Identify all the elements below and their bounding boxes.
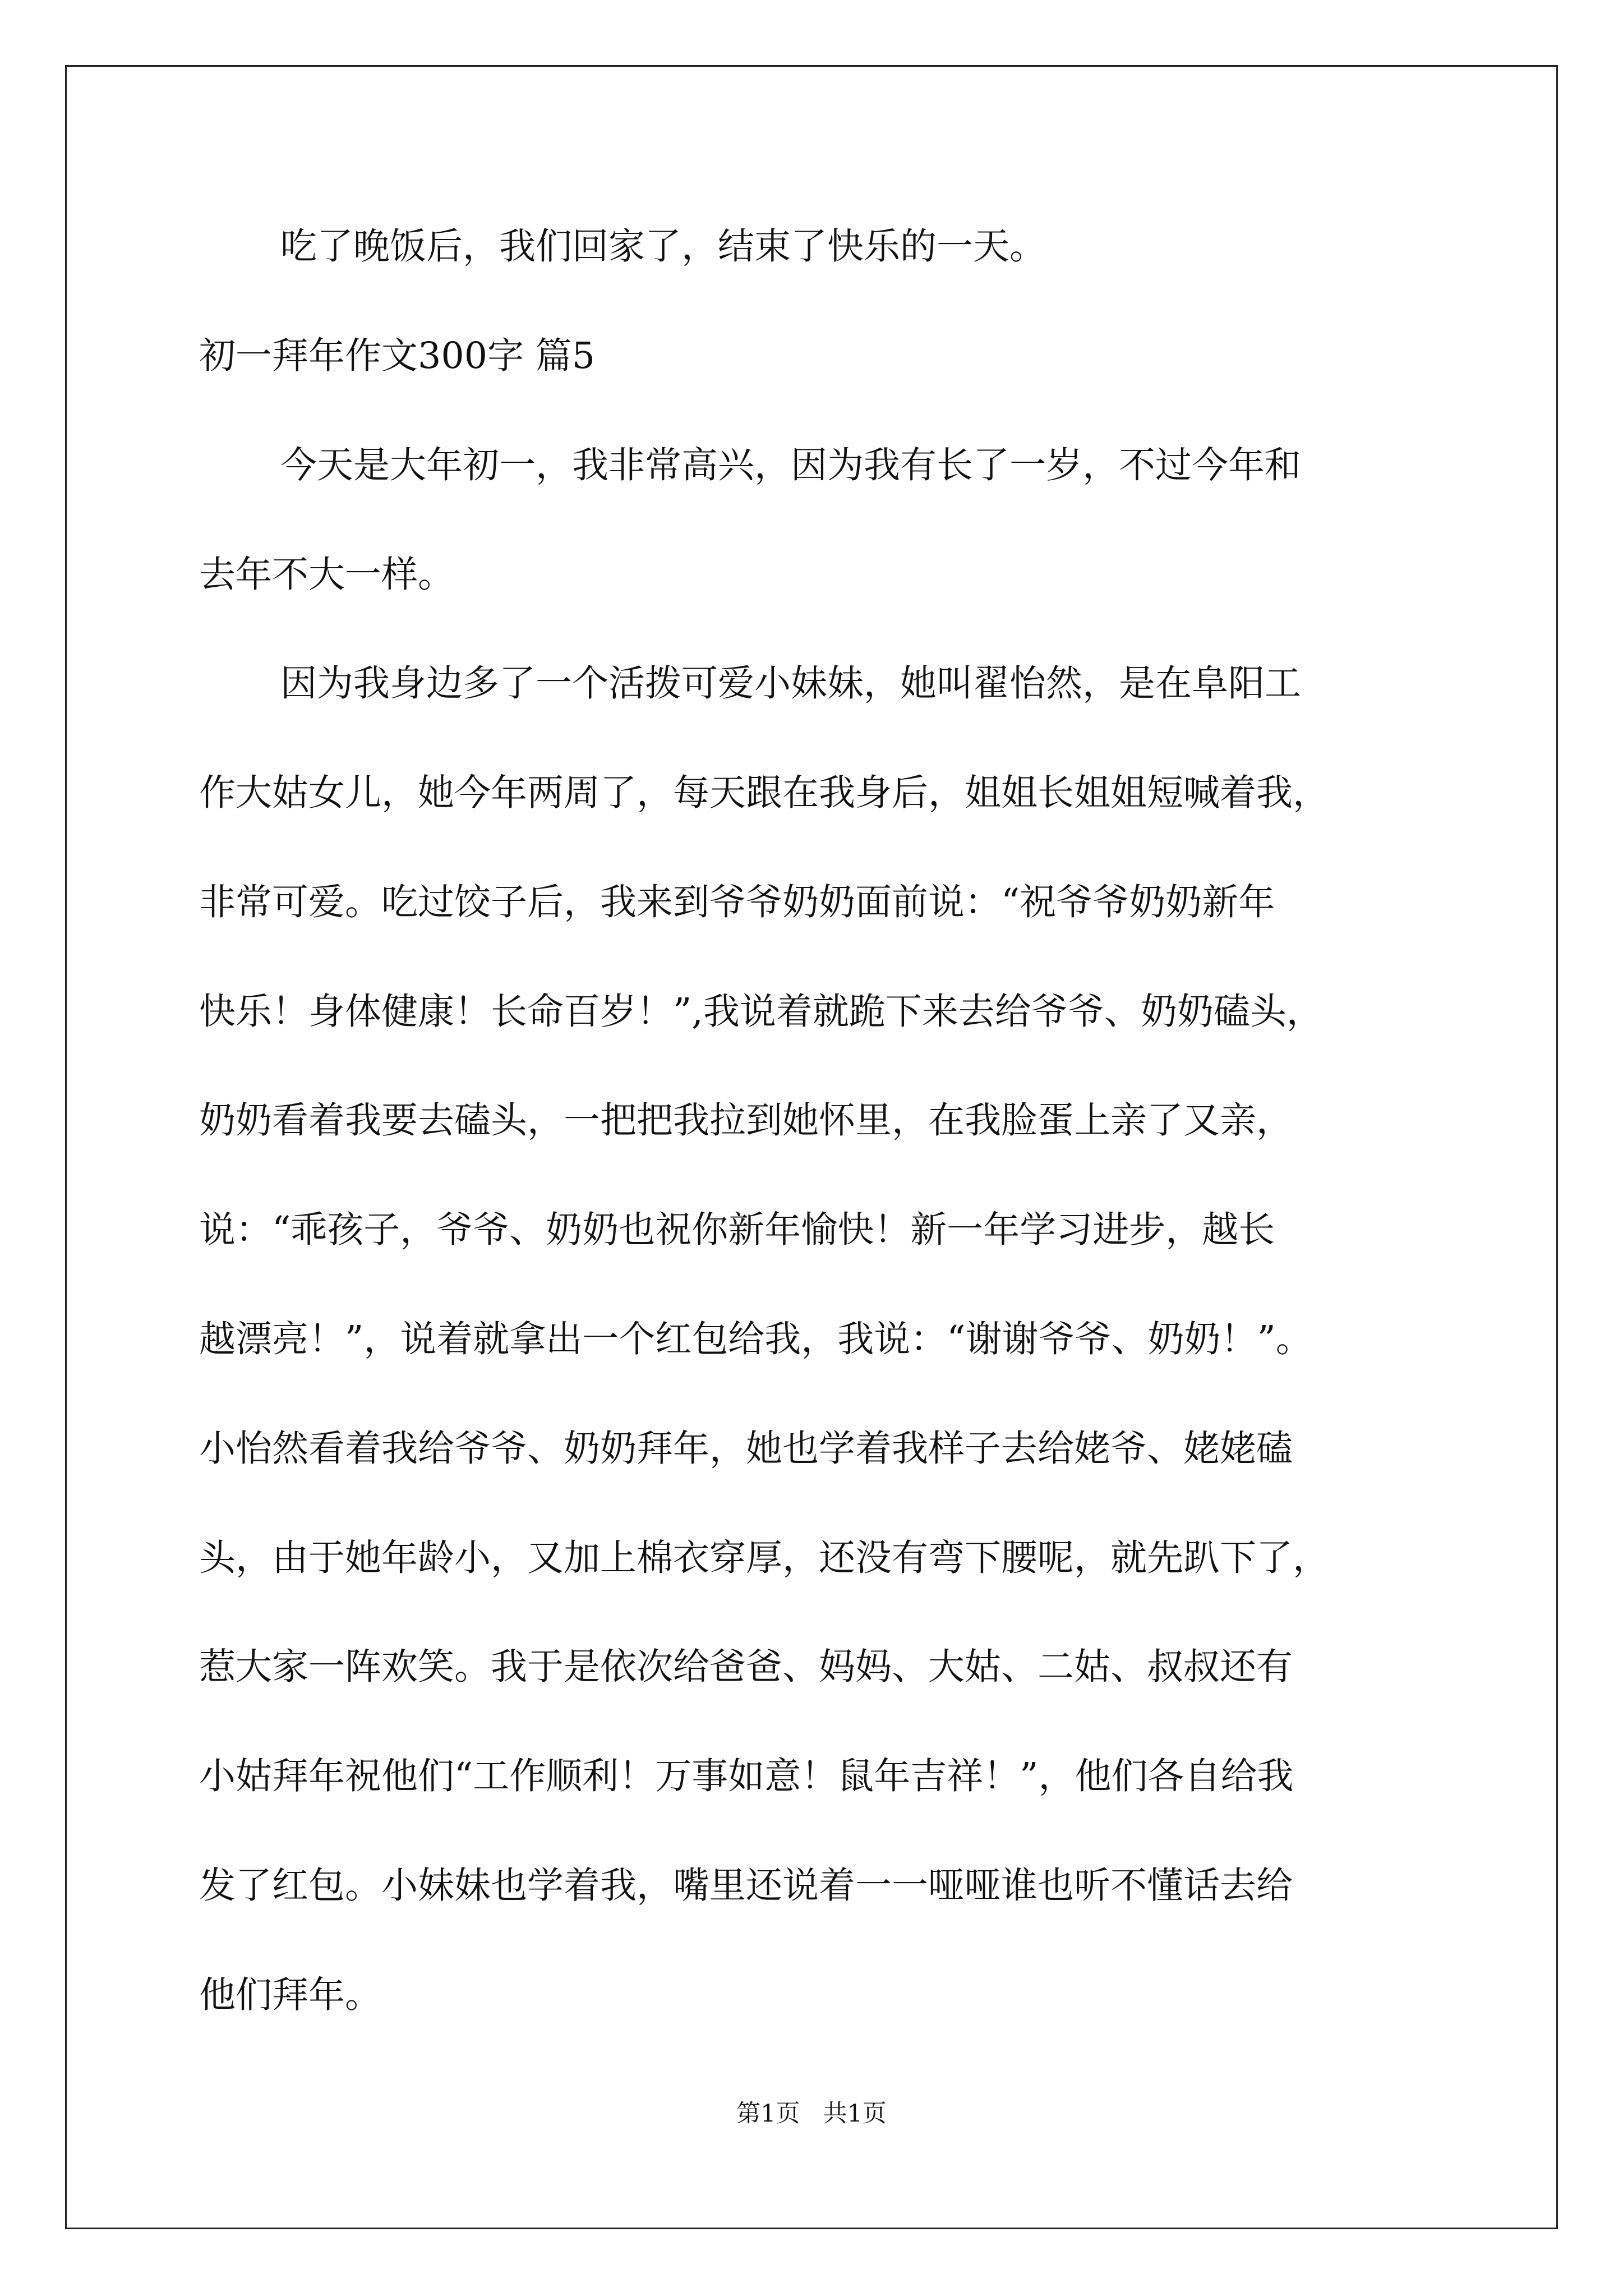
paragraph-line: 惹大家一阵欢笑。我于是依次给爸爸、妈妈、大姑、二姑、叔叔还有 [199, 1646, 1293, 1688]
paragraph-line: 发了红包。小妹妹也学着我，嘴里还说着一一哑哑谁也听不懂话去给 [199, 1865, 1293, 1907]
paragraph-line: 快乐！身体健康！长命百岁！”,我说着就跪下来去给爷爷、奶奶磕头， [199, 991, 1323, 1033]
paragraph-line: 奶奶看着我要去磕头，一把把我拉到她怀里，在我脸蛋上亲了又亲， [199, 1099, 1293, 1142]
paragraph-line: 小怡然看着我给爷爷、奶奶拜年，她也学着我样子去给姥爷、姥姥磕 [199, 1428, 1293, 1470]
paragraph-line: 因为我身边多了一个活拨可爱小妹妹，她叫翟怡然，是在阜阳工 [280, 662, 1302, 705]
paragraph-line: 他们拜年。 [199, 1974, 382, 2016]
paragraph-line: 越漂亮！”，说着就拿出一个红包给我，我说：“谢谢爷爷、奶奶！”。 [199, 1318, 1312, 1360]
paragraph-line: 作大姑女儿，她今年两周了，每天跟在我身后，姐姐长姐姐短喊着我， [199, 772, 1330, 814]
paragraph-line: 今天是大年初一，我非常高兴，因为我有长了一岁，不过今年和 [280, 444, 1302, 486]
paragraph-line: 小姑拜年祝他们“工作顺利！万事如意！鼠年吉祥！”，他们各自给我 [199, 1755, 1294, 1797]
paragraph-line: 头，由于她年龄小，又加上棉衣穿厚，还没有弯下腰呢，就先趴下了， [199, 1537, 1330, 1579]
paragraph-line: 说：“乖孩子，爷爷、奶奶也祝你新年愉快！新一年学习进步，越长 [199, 1209, 1275, 1251]
page-number: 第1页 共1页 [736, 2100, 887, 2128]
section-heading: 初一拜年作文300字 篇5 [199, 335, 596, 377]
paragraph-line: 非常可爱。吃过饺子后，我来到爷爷奶奶面前说：“祝爷爷奶奶新年 [199, 881, 1275, 923]
paragraph-line: 去年不大一样。 [199, 554, 455, 596]
paragraph-line: 吃了晚饭后，我们回家了，结束了快乐的一天。 [280, 226, 1046, 268]
